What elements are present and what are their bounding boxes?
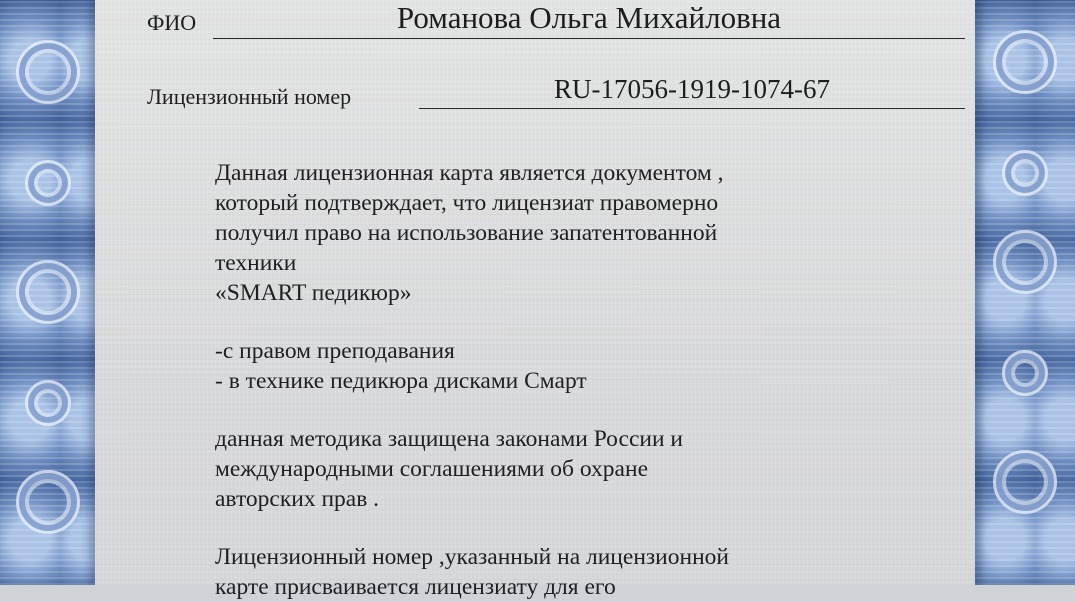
ornament-icon [25, 160, 71, 206]
decorative-border-left [0, 0, 95, 585]
paragraph-line: техники [215, 250, 297, 276]
license-number: RU-17056-1919-1074-67 [554, 74, 830, 104]
ornament-icon [993, 30, 1057, 94]
fio-label: ФИО [147, 10, 197, 35]
decorative-border-right [975, 0, 1075, 585]
certificate-page [95, 0, 975, 600]
ornament-icon [16, 470, 80, 534]
fio-value: Романова Ольга Михайловна [396, 0, 782, 35]
ornament-icon [1002, 350, 1048, 396]
ornament-icon [16, 260, 80, 324]
final-line: Лицензионный номер ,указанный на лицензионной [215, 544, 729, 570]
rights-line: - в технике педикюра дисками Смарт [215, 368, 587, 394]
paragraph-line: Данная лицензионная карта является документом , [215, 160, 724, 186]
paragraph-line: «SMART педикюр» [215, 280, 412, 306]
ornament-icon [993, 450, 1057, 514]
paragraph-line: который подтверждает, что лицензиат правомерно [215, 190, 719, 216]
ornament-icon [16, 40, 80, 104]
protection-line: данная методика защищена законами России и [215, 426, 683, 452]
certificate-body [215, 158, 895, 602]
final-line: карте присваивается лицензиату для его [215, 574, 616, 600]
ornament-icon [1002, 150, 1048, 196]
ornament-icon [25, 380, 71, 426]
ornament-icon [993, 230, 1057, 294]
license-label: Лицензионный номер [147, 84, 352, 109]
protection-line: авторских прав . [215, 486, 380, 512]
paragraph-line: получил право на использование запатентованной [215, 220, 718, 246]
protection-line: международными соглашениями об охране [215, 456, 648, 482]
rights-line: -с правом преподавания [215, 338, 455, 364]
license-underline [419, 108, 965, 109]
fio-underline [213, 38, 965, 39]
